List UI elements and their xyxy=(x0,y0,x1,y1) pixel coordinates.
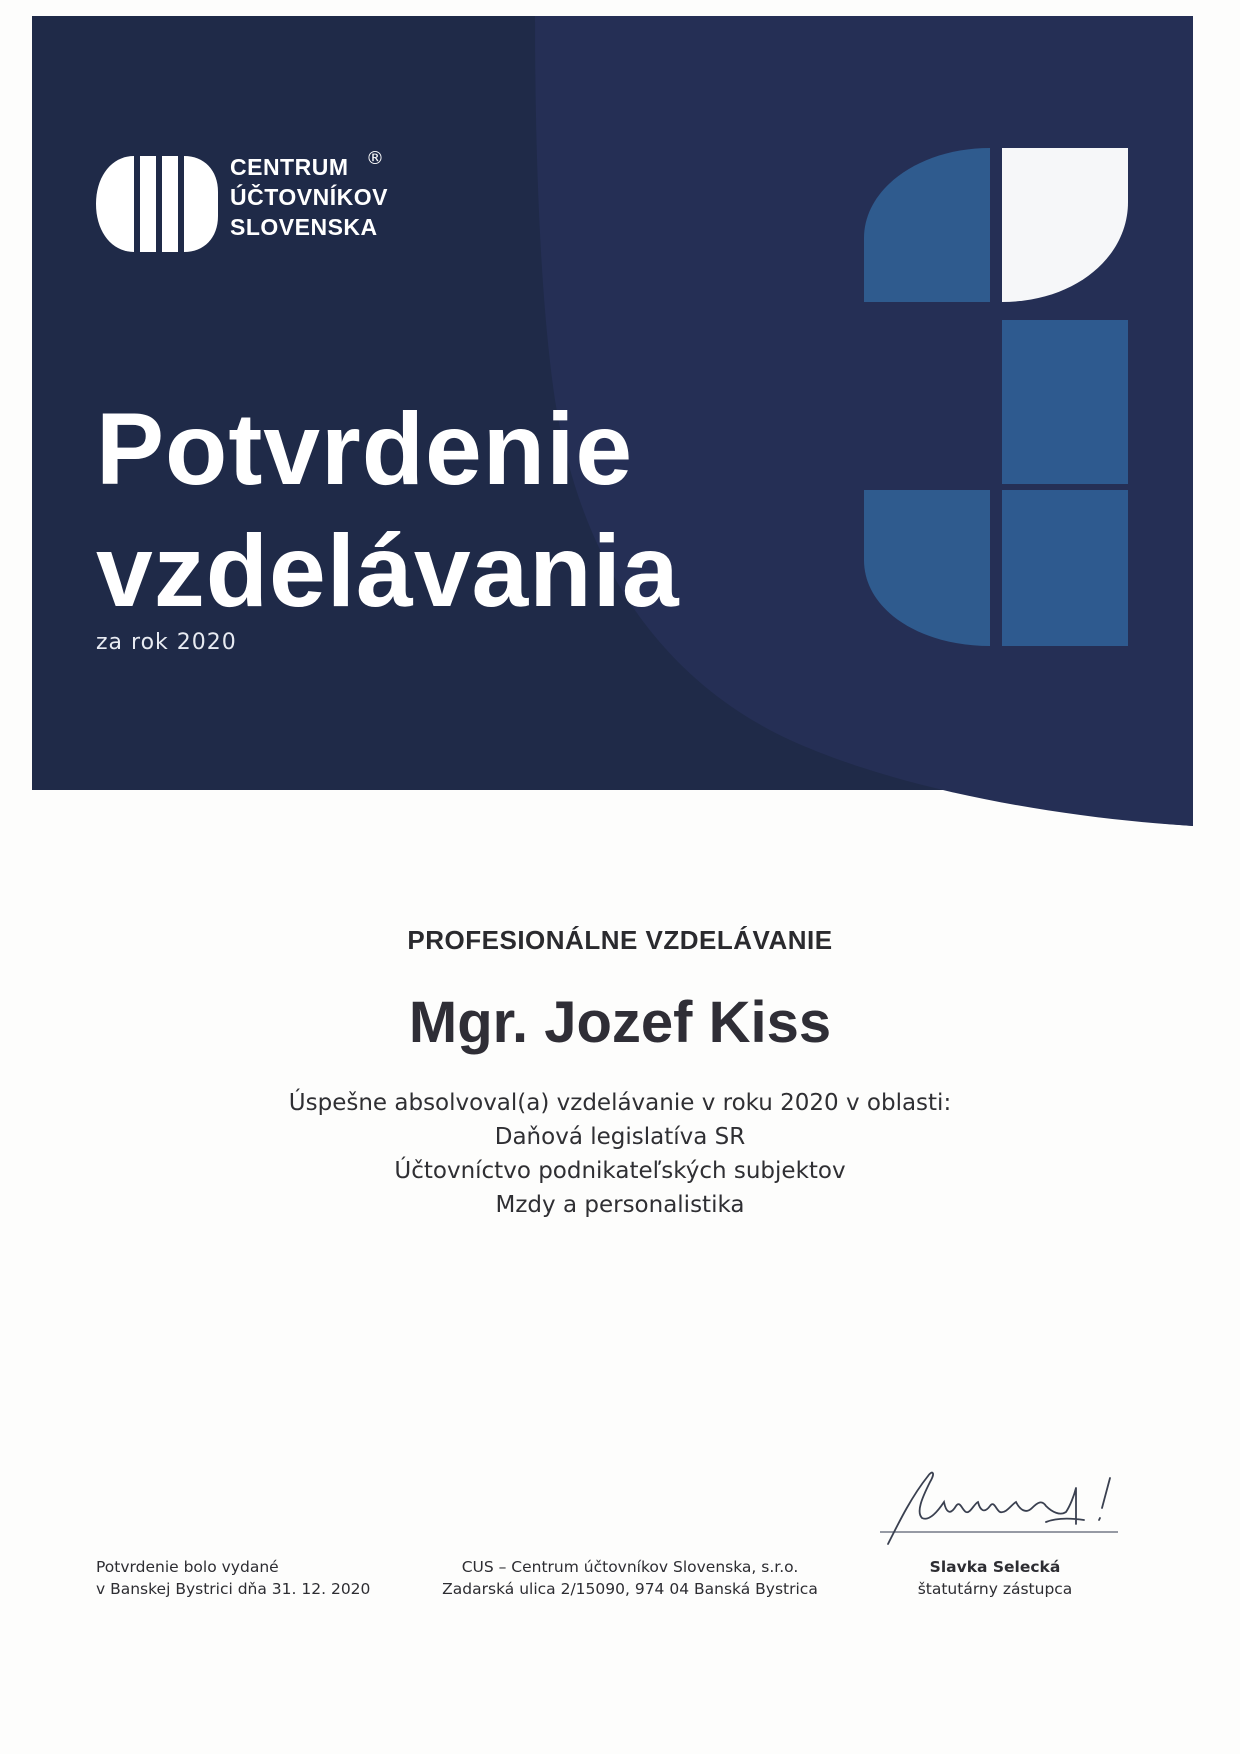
certificate-body xyxy=(0,920,1240,1222)
signer-role: štatutárny zástupca xyxy=(917,1580,1073,1598)
cus-logo-icon xyxy=(96,156,222,252)
logo-line-1: CENTRUM xyxy=(230,154,349,180)
logo-wordmark xyxy=(230,152,388,242)
title-line-1: Potvrdenie xyxy=(96,392,634,506)
title-line-2: vzdelávania xyxy=(96,514,680,628)
logo-line-3: SLOVENSKA xyxy=(230,214,378,240)
header-band xyxy=(0,0,1240,840)
tile-middle xyxy=(1002,320,1128,484)
organization-logo xyxy=(96,148,496,258)
signer-info xyxy=(880,1556,1110,1600)
issue-line-2: v Banskej Bystrici dňa 31. 12. 2020 xyxy=(96,1580,371,1598)
signer-name: Slavka Selecká xyxy=(929,1558,1061,1576)
company-info xyxy=(430,1556,830,1600)
recipient-name: Mgr. Jozef Kiss xyxy=(408,990,832,1055)
area-item: Daňová legislatíva SR xyxy=(494,1124,746,1150)
description-intro: Úspešne absolvoval(a) vzdelávanie v roku 2020 v oblasti: xyxy=(288,1090,952,1116)
area-item: Mzdy a personalistika xyxy=(495,1192,745,1218)
program-heading: PROFESIONÁLNE VZDELÁVANIE xyxy=(407,925,833,955)
handwritten-signature xyxy=(870,1460,1140,1550)
page-title xyxy=(96,388,680,632)
page-subtitle: za rok 2020 xyxy=(96,630,237,655)
tile-bottom-right xyxy=(1002,490,1128,646)
registered-mark: ® xyxy=(366,148,384,169)
logo-line-2: ÚČTOVNÍKOV xyxy=(230,184,388,210)
company-line-1: CUS – Centrum účtovníkov Slovenska, s.r.o. xyxy=(461,1558,799,1576)
course-description xyxy=(0,1086,1240,1222)
company-line-2: Zadarská ulica 2/15090, 974 04 Banská Bystrica xyxy=(442,1580,818,1598)
area-item: Účtovníctvo podnikateľských subjektov xyxy=(394,1158,846,1184)
issue-line-1: Potvrdenie bolo vydané xyxy=(96,1558,279,1576)
issue-info xyxy=(96,1556,370,1600)
